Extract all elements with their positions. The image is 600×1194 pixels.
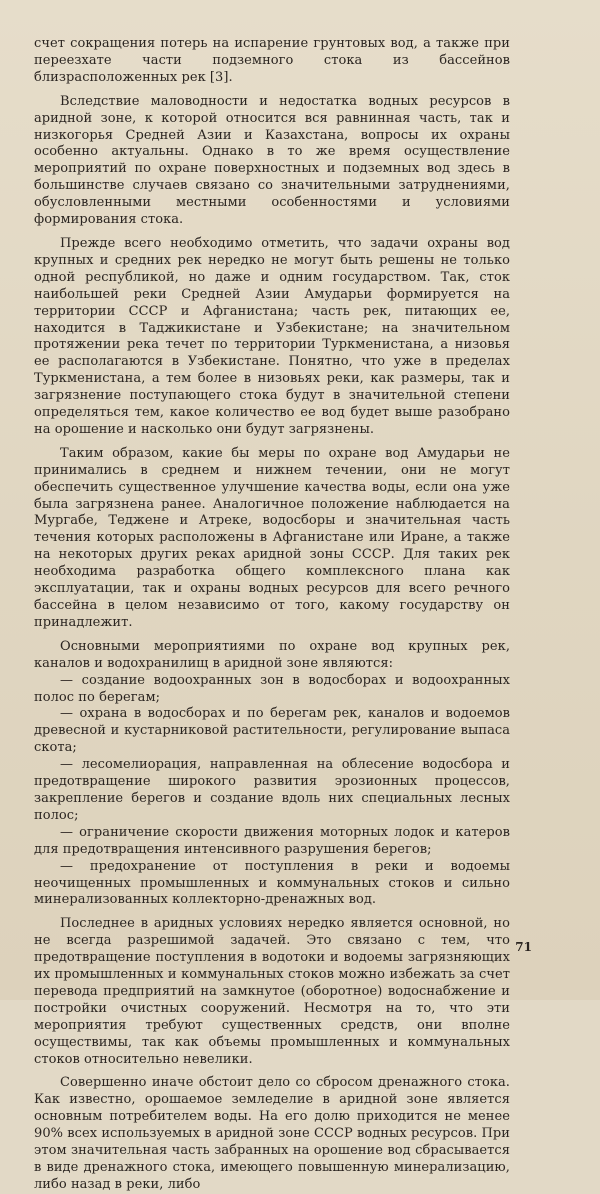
paragraph: Таким образом, какие бы меры по охране вод Амударьи не принимались в среднем и нижнем течении, они не могут обеспечить существенное улучшение качества воды, если она уже была загрязнена ранее. Аналогичное положение наблюдается на Мургабе, Теджене и Атреке, водосборы и значительная часть течения которых расположены в Афганистане или Иране, а также на некоторых других реках аридной зоны СССР. Для таких рек необходима разработка общего комплексного плана как эксплуатации, так и охраны водных ресурсов для всего речного бассейна в целом независимо от того, какому государству он принадлежит.: [34, 445, 510, 630]
list-intro: Основными мероприятиями по охране вод крупных рек, каналов и водохранилищ в аридной зоне являются:: [34, 638, 510, 671]
list-item: — создание водоохранных зон в водосборах и водоохранных полос по берегам;: [34, 672, 510, 705]
list-item: — ограничение скорости движения моторных лодок и катеров для предотвращения интенсивного разрушения берегов;: [34, 824, 510, 857]
list-item: — предохранение от поступления в реки и водоемы неочищенных промышленных и коммунальных стоков и сильно минерализованных коллекторно-дренажных вод.: [34, 858, 510, 908]
list-item: — охрана в водосборах и по берегам рек, каналов и водоемов древесной и кустарниковой растительности, регулирование выпаса скота;: [34, 706, 510, 756]
paragraph-continuation: счет сокращения потерь на испарение грунтовых вод, а также при переезхате части подземного стока из бассейнов близрасположенных рек [3].: [34, 36, 510, 85]
paragraph: Вследствие маловодности и недостатка водных ресурсов в аридной зоне, к которой относится вся равнинная часть, так и низкогорья Средней Азии и Казахстана, вопросы их охраны особенно актуальны. Однако в то же время осуществление мероприятий по охране поверхностных и подземных вод здесь в большинстве случаев связано со значительными затруднениями, обусловленными местными особенностями и условиями формирования стока.: [34, 93, 510, 228]
paragraph: Последнее в аридных условиях нередко является основной, но не всегда разрешимой задачей. Это связано с тем, что предотвращение поступления в водотоки и водоемы загрязняющих их промышленных и коммунальных стоков можно избежать за счет перевода предприятий на замкнутое (оборотное) водоснабжение и постройки очистных сооружений. Несмотря на то, что эти мероприятия требуют существенных средств, они вполне осуществимы, так как объемы промышленных и коммунальных стоков относительно невелики.: [34, 916, 510, 1067]
body-text: [34, 36, 510, 1194]
list-item: — лесомелиорация, направленная на облесение водосбора и предотвращение широкого развития эрозионных процессов, закрепление берегов и создание вдоль них специальных лесных полос;: [34, 757, 510, 823]
paragraph: Совершенно иначе обстоит дело со сбросом дренажного стока. Как известно, орошаемое земледелие в аридной зоне является основным потребителем воды. На его долю приходится не менее 90% всех используемых в аридной зоне СССР водных ресурсов. При этом значительная часть забранных на орошение вод сбрасывается в виде дренажного стока, имеющего повышенную минерализацию, либо назад в реки, либо: [34, 1075, 510, 1192]
page-number: 71: [515, 940, 532, 954]
paragraph: Прежде всего необходимо отметить, что задачи охраны вод крупных и средних рек нередко не могут быть решены не только одной республикой, но даже и одним государством. Так, сток наибольшей реки Средней Азии Амударьи формируется на территории СССР и Афганистана; часть рек, питающих ее, находится в Таджикистане и Узбекистане; на значительном протяжении река течет по территории Туркменистана, а низовья ее располагаются в Узбекистане. Понятно, что уже в пределах Туркменистана, а тем более в низовьях реки, как размеры, так и загрязнение поступающего стока будут в значительной степени определяться тем, какое количество ее вод будет выше разобрано на орошение и насколько они будут загрязнены.: [34, 235, 510, 437]
